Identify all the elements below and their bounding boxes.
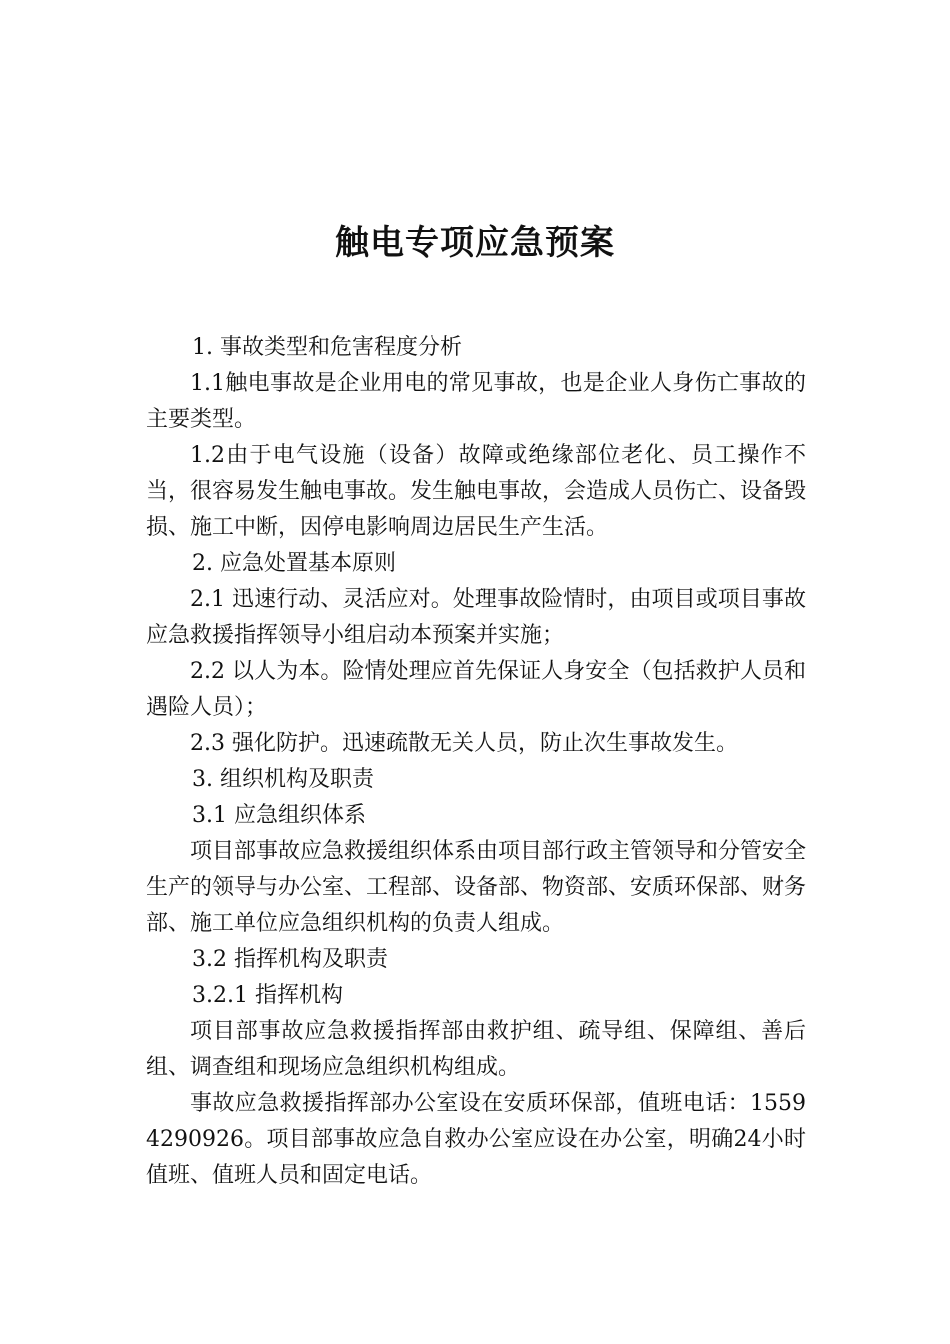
paragraph-2-1: 2.1 迅速行动、灵活应对。处理事故险情时，由项目或项目事故应急救援指挥领导小组启动本预案并实施； <box>146 587 806 648</box>
subsection-heading-3-2: 3.2 指挥机构及职责 <box>192 947 388 972</box>
document-body <box>146 330 806 1194</box>
paragraph-1-1: 1.1触电事故是企业用电的常见事故，也是企业人身伤亡事故的主要类型。 <box>146 371 806 432</box>
subsection-heading-3-2-1: 3.2.1 指挥机构 <box>192 983 343 1008</box>
section-heading-1: 1. 事故类型和危害程度分析 <box>192 335 462 360</box>
section-heading-2: 2. 应急处置基本原则 <box>192 551 396 576</box>
paragraph-2-3: 2.3 强化防护。迅速疏散无关人员，防止次生事故发生。 <box>190 731 738 756</box>
paragraph-3-1: 项目部事故应急救援组织体系由项目部行政主管领导和分管安全生产的领导与办公室、工程部、设备部、物资部、安质环保部、财务部、施工单位应急组织机构的负责人组成。 <box>146 839 807 936</box>
paragraph-2-2: 2.2 以人为本。险情处理应首先保证人身安全（包括救护人员和遇险人员）； <box>146 659 806 720</box>
subsection-heading-3-1: 3.1 应急组织体系 <box>192 803 366 828</box>
paragraph-1-2: 1.2由于电气设施（设备）故障或绝缘部位老化、员工操作不当，很容易发生触电事故。发生触电事故，会造成人员伤亡、设备毁损、施工中断，因停电影响周边居民生产生活。 <box>146 443 807 540</box>
document-title: 触电专项应急预案 <box>335 223 615 263</box>
section-heading-3: 3. 组织机构及职责 <box>192 767 374 792</box>
paragraph-3-2-1-b: 事故应急救援指挥部办公室设在安质环保部，值班电话：15594290926。项目部事故应急自救办公室应设在办公室，明确24小时值班、值班人员和固定电话。 <box>146 1091 806 1188</box>
paragraph-3-2-1-a: 项目部事故应急救援指挥部由救护组、疏导组、保障组、善后组、调查组和现场应急组织机构组成。 <box>146 1019 806 1080</box>
